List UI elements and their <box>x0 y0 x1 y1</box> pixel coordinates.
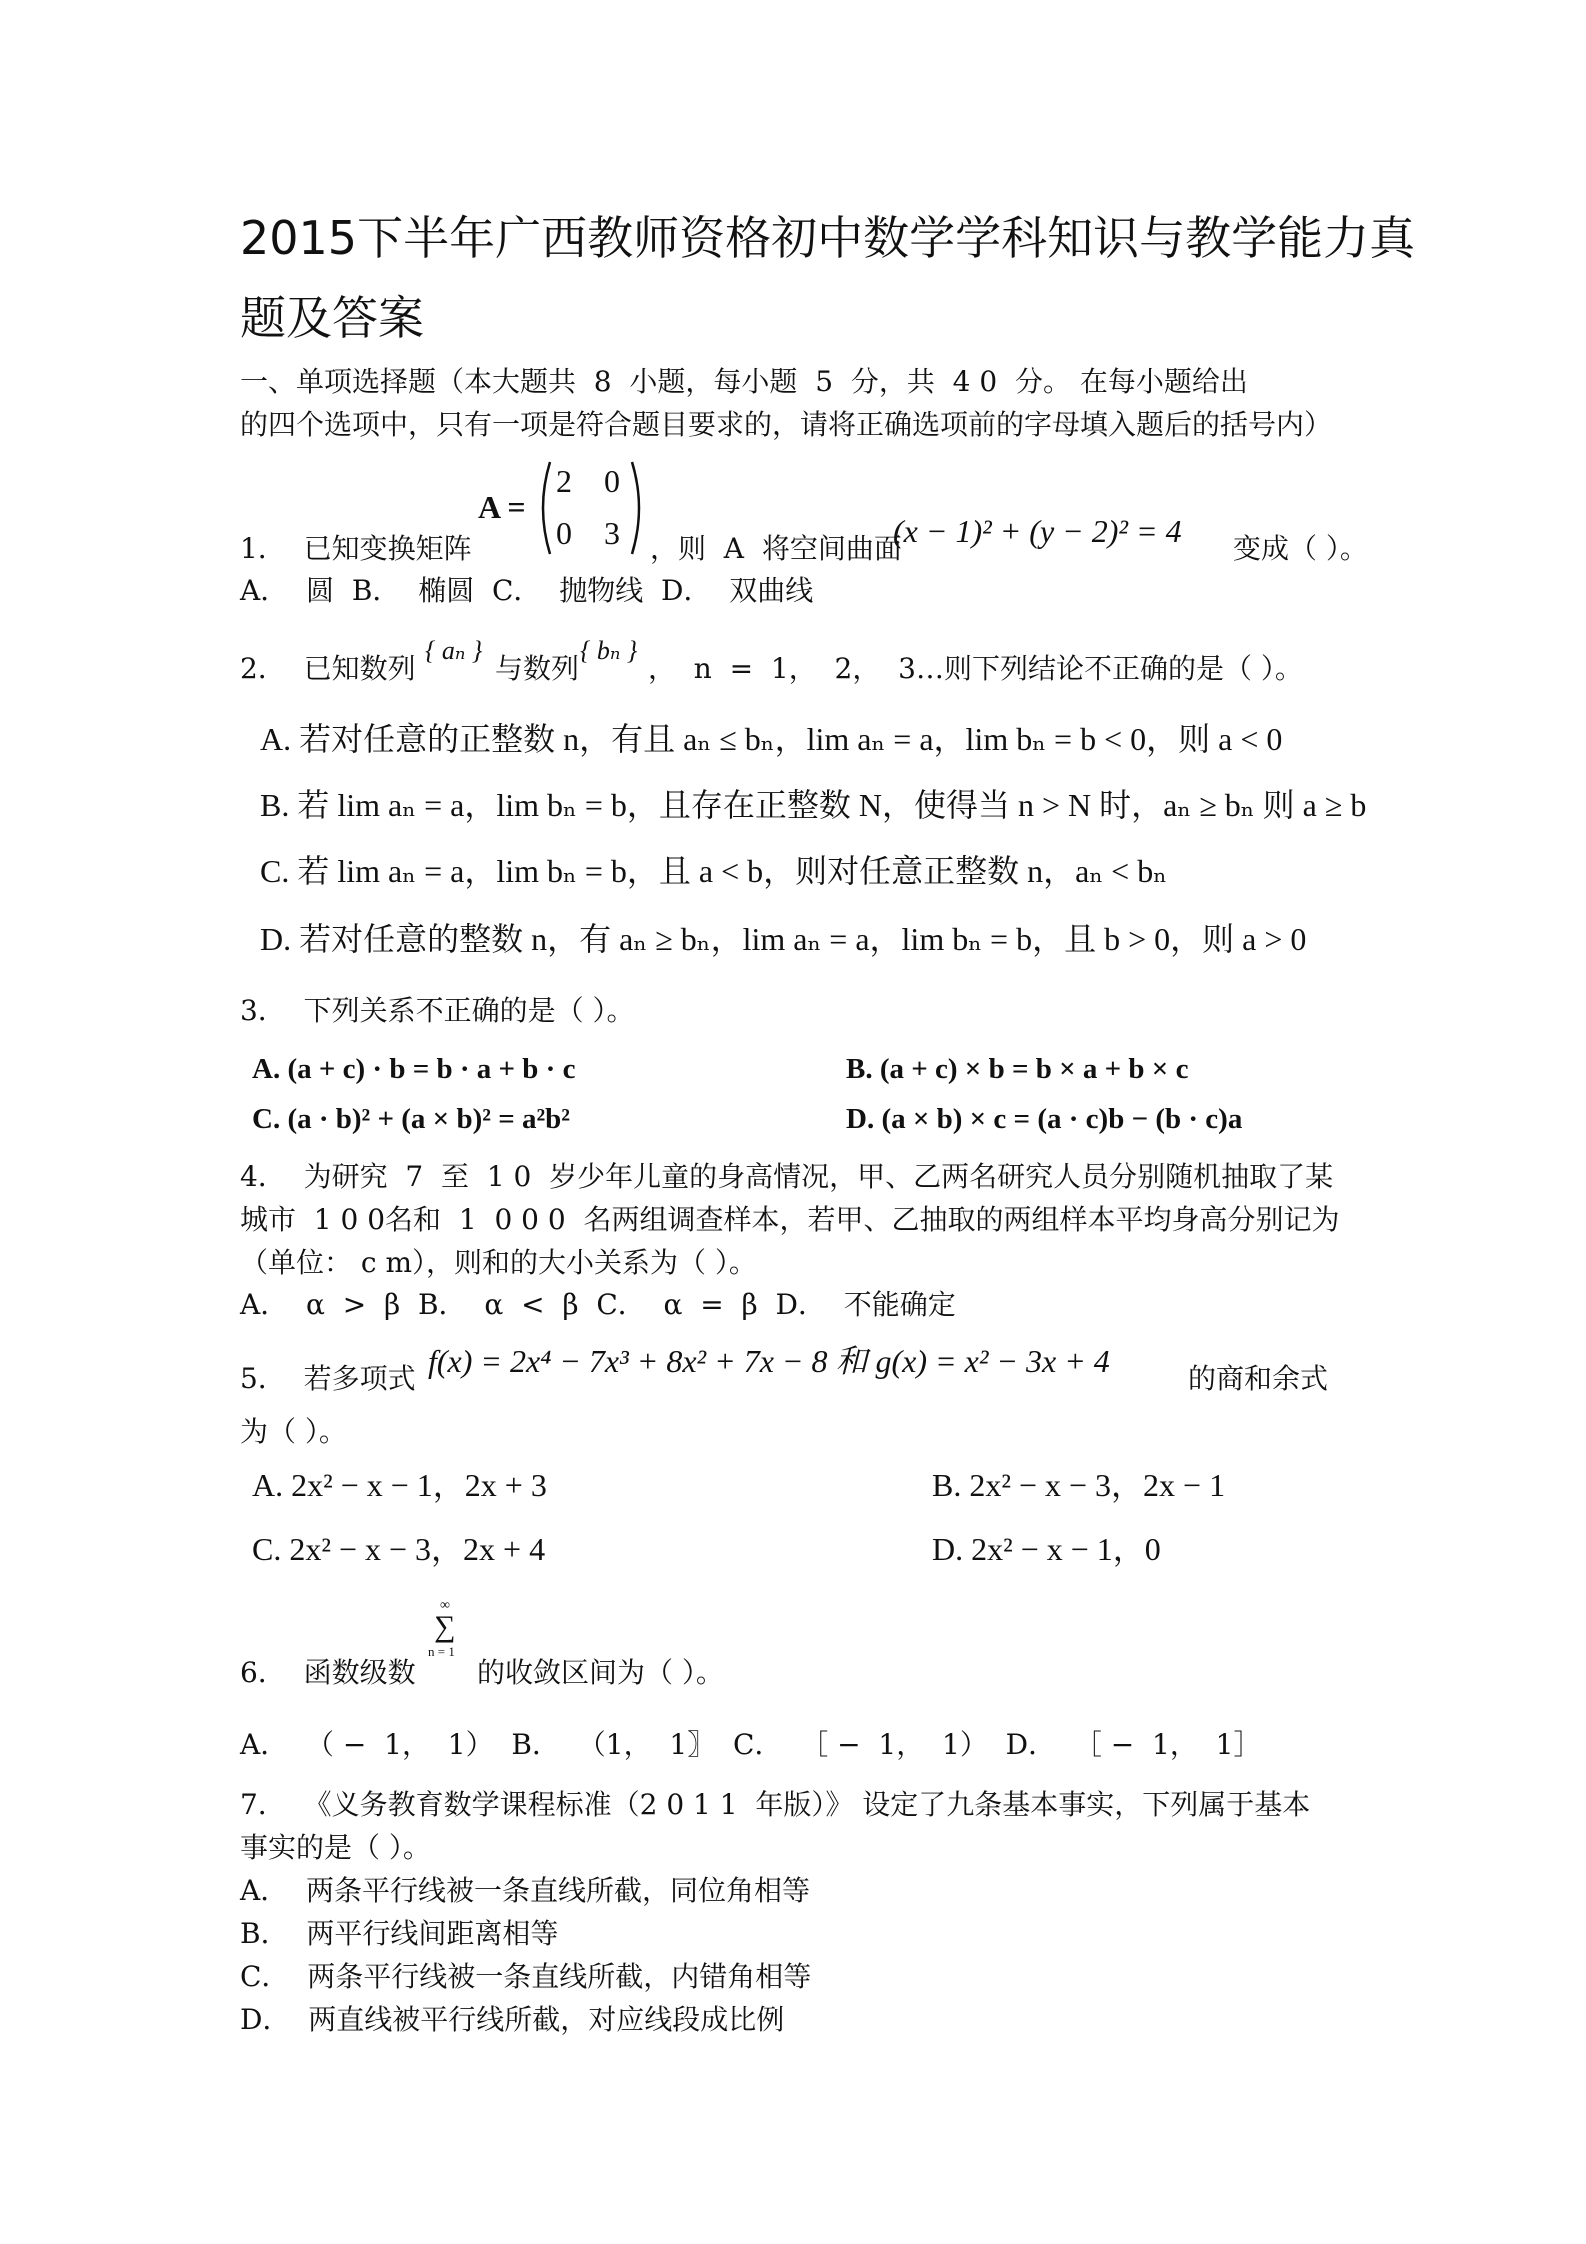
q3-option-d: D. (a × b) × c = (a · c)b − (b · c)a <box>846 1103 1243 1135</box>
q7-option-b: B． 两平行线间距离相等 <box>240 1917 559 1950</box>
q5-option-d: D. 2x² − x − 1，0 <box>932 1531 1161 1567</box>
q2-option-a: A. 若对任意的正整数 n，有且 aₙ ≤ bₙ，lim aₙ = a，lim bₙ = b < 0，则 a < 0 <box>260 721 1283 757</box>
q7-line1: 7． 《义务教育数学课程标准（2 0 1 1 年版）》 设定了九条基本事实，下列属于基本 <box>240 1788 1311 1821</box>
q2-option-d: D. 若对任意的整数 n，有 aₙ ≥ bₙ，lim aₙ = a，lim bₙ = b，且 b > 0，则 a > 0 <box>260 921 1307 957</box>
section-header-line2: 的四个选项中，只有一项是符合题目要求的，请将正确选项前的字母填入题后的括号内） <box>240 408 1333 441</box>
q1-matrix-a12: 0 <box>604 463 620 499</box>
q4-options: A． α > β B． α < β C． α = β D． 不能确定 <box>240 1288 956 1321</box>
q2-option-c: C. 若 lim aₙ = a，lim bₙ = b，且 a < b，则对任意正整数 n，aₙ < bₙ <box>260 853 1168 889</box>
q7-line2: 事实的是（ ）。 <box>240 1831 431 1864</box>
q1-options: A． 圆 B． 椭圆 C． 抛物线 D． 双曲线 <box>240 574 814 607</box>
q5-line2: 为（ ）。 <box>240 1415 347 1448</box>
q2-mid: 与数列 <box>495 652 580 685</box>
q1-matrix-a21: 0 <box>556 515 572 551</box>
q1-matrix-a22: 3 <box>604 515 620 551</box>
q6-prefix: 6． 函数级数 <box>240 1656 416 1689</box>
q6-options: A． （ − 1， 1） B． （1， 1〗 C． ［ − 1， 1） D． ［ − 1， 1］ <box>240 1728 1262 1761</box>
matrix-brackets <box>536 458 646 558</box>
q3-option-b: B. (a + c) × b = b × a + b × c <box>846 1053 1189 1085</box>
q5-prefix: 5． 若多项式 <box>240 1362 416 1395</box>
q7-option-d: D． 两直线被平行线所截，对应线段成比例 <box>240 2003 785 2036</box>
q2-seq-b: { bₙ } <box>580 636 638 665</box>
q6-sum-lower: n = 1 <box>428 1644 455 1659</box>
section-header-line1: 一、单项选择题（本大题共 8 小题，每小题 5 分，共 4 0 分。 在每小题给出 <box>240 365 1248 398</box>
q3-option-a: A. (a + c) · b = b · a + b · c <box>252 1053 576 1085</box>
q2-option-b: B. 若 lim aₙ = a，lim bₙ = b，且存在正整数 N，使得当 n > N 时，aₙ ≥ bₙ 则 a ≥ b <box>260 787 1367 823</box>
q6-sum-symbol: ∑ <box>434 1610 456 1643</box>
q1-matrix-label: A = <box>478 489 526 525</box>
q4-line1: 4． 为研究 7 至 1 0 岁少年儿童的身高情况，甲、乙两名研究人员分别随机抽取了某 <box>240 1160 1334 1193</box>
q1-equation: (x − 1)² + (y − 2)² = 4 <box>893 513 1182 549</box>
doc-title-line2: 题及答案 <box>240 291 424 345</box>
q6-sum-upper: ∞ <box>440 1598 450 1613</box>
q7-option-a: A． 两条平行线被一条直线所截，同位角相等 <box>240 1874 811 1907</box>
q6-suffix: 的收敛区间为（ ）。 <box>477 1656 724 1689</box>
q7-option-c: C． 两条平行线被一条直线所截，内错角相等 <box>240 1960 812 1993</box>
q5-suffix: 的商和余式 <box>1188 1362 1329 1395</box>
q2-seq-a: { aₙ } <box>425 636 483 665</box>
q2-prefix: 2． 已知数列 <box>240 652 416 685</box>
q3-stem: 3． 下列关系不正确的是（ ）。 <box>240 994 635 1027</box>
q1-matrix <box>536 458 646 558</box>
q1-matrix-a11: 2 <box>556 463 572 499</box>
q5-option-a: A. 2x² − x − 1，2x + 3 <box>252 1467 547 1503</box>
q4-line3: （单位： c m），则和的大小关系为（ ）。 <box>240 1246 757 1279</box>
doc-title-line1: 2015下半年广西教师资格初中数学学科知识与教学能力真 <box>240 211 1416 265</box>
q1-mid: ，则 A 将空间曲面 <box>650 532 902 565</box>
q5-option-b: B. 2x² − x − 3，2x − 1 <box>932 1467 1226 1503</box>
q2-suffix: ， n = 1， 2， 3…则下列结论不正确的是（ ）。 <box>648 652 1303 685</box>
q4-line2: 城市 1 0 0名和 1 0 0 0 名两组调查样本，若甲、乙抽取的两组样本平均身高分别记为 <box>240 1203 1340 1236</box>
q1-suffix: 变成（ ）。 <box>1233 532 1368 565</box>
q5-polynomials: f(x) = 2x⁴ − 7x³ + 8x² + 7x − 8 和 g(x) = x² − 3x + 4 <box>428 1343 1110 1379</box>
q5-option-c: C. 2x² − x − 3，2x + 4 <box>252 1531 546 1567</box>
q3-option-c: C. (a · b)² + (a × b)² = a²b² <box>252 1103 570 1135</box>
q1-prefix: 1． 已知变换矩阵 <box>240 532 472 565</box>
